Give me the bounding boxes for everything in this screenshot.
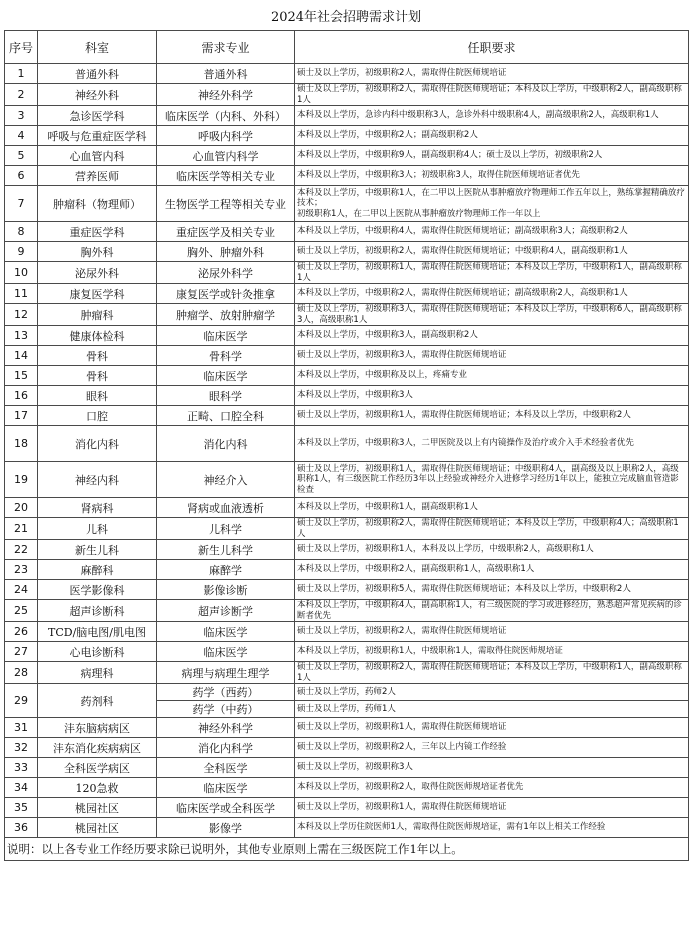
row-department: 普通外科	[38, 64, 157, 84]
row-department: 全科医学病区	[38, 758, 157, 778]
row-number: 10	[5, 262, 38, 284]
row-major: 全科医学	[157, 758, 295, 778]
header-dept: 科室	[38, 31, 157, 64]
table-row	[5, 498, 689, 518]
row-major: 影像学	[157, 818, 295, 838]
row-department: 眼科	[38, 386, 157, 406]
row-number: 6	[5, 166, 38, 186]
table-row	[5, 84, 689, 106]
row-major: 影像诊断	[157, 580, 295, 600]
row-requirements: 本科及以上学历，中级职称1人，副高级职称1人	[295, 498, 689, 518]
table-row	[5, 642, 689, 662]
table-row	[5, 242, 689, 262]
row-major: 肾病或血液透析	[157, 498, 295, 518]
row-requirements: 硕士及以上学历，初级职称2人，需取得住院医师规培证；本科及以上学历，中级职称2人，副高级职称1人	[295, 84, 689, 106]
row-department: 骨科	[38, 346, 157, 366]
row-requirements: 硕士及以上学历，初级职称2人，三年以上内镜工作经验	[295, 738, 689, 758]
row-requirements: 硕士及以上学历，初级职称1人，需取得住院医师规培证；本科及以上学历，中级职称2人	[295, 406, 689, 426]
row-department: 泌尿外科	[38, 262, 157, 284]
recruitment-table	[4, 30, 689, 861]
row-requirements: 硕士及以上学历，初级职称2人，需取得住院医师规培证；本科及以上学历，中级职称1人，副高级职称1人	[295, 662, 689, 684]
row-requirements: 硕士及以上学历，初级职称1人，本科及以上学历，中级职称2人，高级职称1人	[295, 540, 689, 560]
row-number: 13	[5, 326, 38, 346]
row-major: 临床医学（内科、外科）	[157, 106, 295, 126]
row-requirements: 硕士及以上学历，初级职称2人，需取得住院医师规培证	[295, 622, 689, 642]
row-major: 神经外科学	[157, 84, 295, 106]
row-department: 沣东消化疾病病区	[38, 738, 157, 758]
row-number: 32	[5, 738, 38, 758]
row-major: 病理与病理生理学	[157, 662, 295, 684]
row-requirements: 硕士及以上学历，初级职称1人，需取得住院医师规培证；中级职称4人，副高级及以上职称2人，高级职称1人，有三级医院工作经历3年以上经验或神经介入进修学习经历1年以上，能独立完成脑血管造影检查	[295, 462, 689, 498]
row-number: 15	[5, 366, 38, 386]
row-department: 骨科	[38, 366, 157, 386]
row-requirements: 硕士及以上学历，初级职称2人，需取得住院医师规培证；本科及以上学历，中级职称4人；高级职称1人	[295, 518, 689, 540]
table-row	[5, 186, 689, 222]
table-row	[5, 560, 689, 580]
table-row	[5, 778, 689, 798]
row-department: 神经外科	[38, 84, 157, 106]
row-requirements: 本科及以上学历住院医师1人，需取得住院医师规培证，需有1年以上相关工作经验	[295, 818, 689, 838]
row-major: 临床医学	[157, 622, 295, 642]
table-note: 说明：以上各专业工作经历要求除已说明外，其他专业原则上需在三级医院工作1年以上。	[5, 838, 689, 861]
row-major: 普通外科	[157, 64, 295, 84]
row-number: 33	[5, 758, 38, 778]
table-row	[5, 146, 689, 166]
row-major: 新生儿科学	[157, 540, 295, 560]
row-department: 超声诊断科	[38, 600, 157, 622]
row-number: 2	[5, 84, 38, 106]
row-department: TCD/脑电图/肌电图	[38, 622, 157, 642]
row-department: 口腔	[38, 406, 157, 426]
table-row	[5, 262, 689, 284]
row-department: 病理科	[38, 662, 157, 684]
row-requirements: 硕士及以上学历，初级职称1人，需取得住院医师规培证	[295, 718, 689, 738]
row-number: 20	[5, 498, 38, 518]
row-department: 肿瘤科（物理师）	[38, 186, 157, 222]
table-row	[5, 166, 689, 186]
row-number: 7	[5, 186, 38, 222]
table-row	[5, 284, 689, 304]
row-major: 眼科学	[157, 386, 295, 406]
row-number: 29	[5, 684, 38, 718]
table-row	[5, 126, 689, 146]
table-row	[5, 738, 689, 758]
row-department: 康复医学科	[38, 284, 157, 304]
row-major: 重症医学及相关专业	[157, 222, 295, 242]
row-requirements: 硕士及以上学历，药师1人	[295, 701, 689, 718]
header-major: 需求专业	[157, 31, 295, 64]
row-number: 18	[5, 426, 38, 462]
row-major: 临床医学	[157, 778, 295, 798]
row-requirements: 硕士及以上学历，初级职称5人，需取得住院医师规培证；本科及以上学历，中级职称2人	[295, 580, 689, 600]
row-department: 沣东脑病病区	[38, 718, 157, 738]
row-requirements: 本科及以上学历，中级职称2人，需取得住院医师规培证；副高级职称2人，高级职称1人	[295, 284, 689, 304]
row-requirements: 本科及以上学历，中级职称3人；初级职称3人，取得住院医师规培证者优先	[295, 166, 689, 186]
row-major: 神经外科学	[157, 718, 295, 738]
row-number: 22	[5, 540, 38, 560]
row-requirements: 硕士及以上学历，药师2人	[295, 684, 689, 701]
row-department: 医学影像科	[38, 580, 157, 600]
row-major: 临床医学	[157, 642, 295, 662]
row-major: 儿科学	[157, 518, 295, 540]
row-department: 神经内科	[38, 462, 157, 498]
row-major: 呼吸内科学	[157, 126, 295, 146]
row-department: 胸外科	[38, 242, 157, 262]
row-requirements: 硕士及以上学历，初级职称3人	[295, 758, 689, 778]
row-requirements: 硕士及以上学历，初级职称3人，需取得住院医师规培证；本科及以上学历，中级职称6人，副高级职称3人，高级职称1人	[295, 304, 689, 326]
header-requirements: 任职要求	[295, 31, 689, 64]
row-number: 12	[5, 304, 38, 326]
header-no: 序号	[5, 31, 38, 64]
row-department: 桃园社区	[38, 818, 157, 838]
row-major: 消化内科学	[157, 738, 295, 758]
row-department: 营养医师	[38, 166, 157, 186]
row-requirements: 本科及以上学历，中级职称3人，二甲医院及以上有内镜操作及治疗或介入手术经验者优先	[295, 426, 689, 462]
row-major: 临床医学	[157, 326, 295, 346]
row-major: 正畸、口腔全科	[157, 406, 295, 426]
row-major: 临床医学	[157, 366, 295, 386]
row-department: 消化内科	[38, 426, 157, 462]
row-number: 23	[5, 560, 38, 580]
row-major: 药学（中药）	[157, 701, 295, 718]
row-department: 新生儿科	[38, 540, 157, 560]
row-number: 5	[5, 146, 38, 166]
row-number: 19	[5, 462, 38, 498]
row-department: 急诊医学科	[38, 106, 157, 126]
row-major: 康复医学或针灸推拿	[157, 284, 295, 304]
row-number: 21	[5, 518, 38, 540]
row-number: 17	[5, 406, 38, 426]
row-number: 11	[5, 284, 38, 304]
row-major: 消化内科	[157, 426, 295, 462]
row-requirements: 硕士及以上学历，初级职称2人，需取得住院医师规培证	[295, 64, 689, 84]
row-requirements: 本科及以上学历，中级职称3人，副高级职称2人	[295, 326, 689, 346]
row-requirements: 硕士及以上学历，初级职称3人，需取得住院医师规培证	[295, 346, 689, 366]
table-row	[5, 518, 689, 540]
table-row	[5, 326, 689, 346]
row-major: 骨科学	[157, 346, 295, 366]
row-requirements: 本科及以上学历，中级职称2人，副高级职称1人，高级职称1人	[295, 560, 689, 580]
row-requirements: 硕士及以上学历，初级职称1人，需取得住院医师规培证；本科及以上学历，中级职称1人，副高级职称1人	[295, 262, 689, 284]
row-number: 36	[5, 818, 38, 838]
row-number: 16	[5, 386, 38, 406]
row-requirements: 硕士及以上学历，初级职称1人，需取得住院医师规培证	[295, 798, 689, 818]
row-requirements: 本科及以上学历，中级职称4人，需取得住院医师规培证；副高级职称3人；高级职称2人	[295, 222, 689, 242]
row-number: 34	[5, 778, 38, 798]
row-requirements: 本科及以上学历，中级职称3人	[295, 386, 689, 406]
row-department: 肾病科	[38, 498, 157, 518]
row-department: 呼吸与危重症医学科	[38, 126, 157, 146]
table-row	[5, 758, 689, 778]
row-number: 28	[5, 662, 38, 684]
row-number: 8	[5, 222, 38, 242]
note-row	[5, 838, 689, 861]
table-row	[5, 406, 689, 426]
table-row	[5, 222, 689, 242]
table-row	[5, 622, 689, 642]
row-requirements: 本科及以上学历，中级职称4人，副高职称1人，有三级医院的学习或进修经历，熟悉超声常见疾病的诊断者优先	[295, 600, 689, 622]
row-major: 麻醉学	[157, 560, 295, 580]
row-major: 超声诊断学	[157, 600, 295, 622]
table-row	[5, 64, 689, 84]
table-row	[5, 684, 689, 701]
row-number: 31	[5, 718, 38, 738]
row-number: 26	[5, 622, 38, 642]
row-number: 35	[5, 798, 38, 818]
row-requirements: 本科及以上学历，初级职称2人，取得住院医师规培证者优先	[295, 778, 689, 798]
table-row	[5, 106, 689, 126]
row-major: 药学（西药）	[157, 684, 295, 701]
row-department: 肿瘤科	[38, 304, 157, 326]
table-row	[5, 426, 689, 462]
row-number: 3	[5, 106, 38, 126]
row-department: 儿科	[38, 518, 157, 540]
row-department: 心电诊断科	[38, 642, 157, 662]
row-major: 胸外、肿瘤外科	[157, 242, 295, 262]
table-row	[5, 304, 689, 326]
row-number: 27	[5, 642, 38, 662]
row-major: 神经介入	[157, 462, 295, 498]
row-requirements: 本科及以上学历，中级职称1人，在二甲以上医院从事肿瘤放疗物理师工作五年以上，熟练掌握精确放疗技术； 初级职称1人，在二甲以上医院从事肿瘤放疗物理师工作一年以上	[295, 186, 689, 222]
row-department: 药剂科	[38, 684, 157, 718]
row-major: 泌尿外科学	[157, 262, 295, 284]
row-number: 24	[5, 580, 38, 600]
row-department: 心血管内科	[38, 146, 157, 166]
row-requirements: 本科及以上学历，急诊内科中级职称3人，急诊外科中级职称4人，副高级职称2人，高级职称1人	[295, 106, 689, 126]
table-row	[5, 798, 689, 818]
row-major: 肿瘤学、放射肿瘤学	[157, 304, 295, 326]
table-row	[5, 580, 689, 600]
row-department: 麻醉科	[38, 560, 157, 580]
table-row	[5, 462, 689, 498]
row-department: 120急救	[38, 778, 157, 798]
table-row	[5, 386, 689, 406]
row-requirements: 硕士及以上学历，初级职称2人，需取得住院医师规培证；中级职称4人，副高级职称1人	[295, 242, 689, 262]
row-number: 14	[5, 346, 38, 366]
table-row	[5, 366, 689, 386]
row-department: 重症医学科	[38, 222, 157, 242]
row-requirements: 本科及以上学历，初级职称1人，中级职称1人，需取得住院医师规培证	[295, 642, 689, 662]
table-row	[5, 662, 689, 684]
table-body	[5, 64, 689, 861]
row-major: 心血管内科学	[157, 146, 295, 166]
row-requirements: 本科及以上学历，中级职称及以上，疼痛专业	[295, 366, 689, 386]
document-title: 2024年社会招聘需求计划	[270, 9, 422, 25]
row-department: 桃园社区	[38, 798, 157, 818]
header-row	[5, 31, 689, 64]
row-number: 4	[5, 126, 38, 146]
row-major: 临床医学等相关专业	[157, 166, 295, 186]
row-number: 1	[5, 64, 38, 84]
table-row	[5, 540, 689, 560]
table-row	[5, 718, 689, 738]
table-row	[5, 346, 689, 366]
row-major: 生物医学工程等相关专业	[157, 186, 295, 222]
row-requirements: 本科及以上学历，中级职称9人，副高级职称4人；硕士及以上学历，初级职称2人	[295, 146, 689, 166]
row-department: 健康体检科	[38, 326, 157, 346]
row-major: 临床医学或全科医学	[157, 798, 295, 818]
row-requirements: 本科及以上学历，中级职称2人；副高级职称2人	[295, 126, 689, 146]
row-number: 9	[5, 242, 38, 262]
table-row	[5, 600, 689, 622]
row-number: 25	[5, 600, 38, 622]
table-row	[5, 818, 689, 838]
